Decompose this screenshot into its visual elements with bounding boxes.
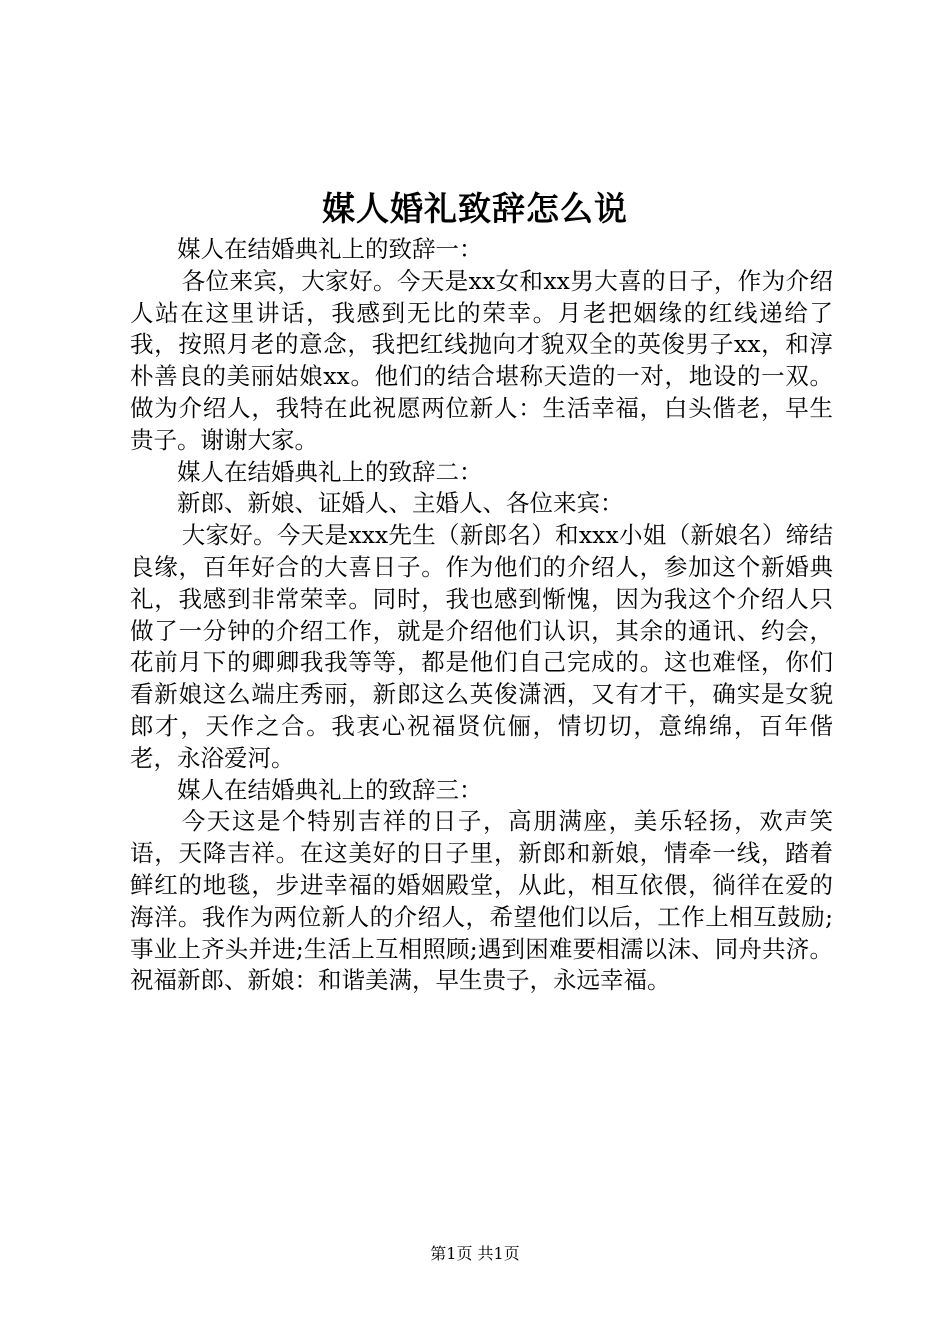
section-heading-3: 媒人在结婚典礼上的致辞三： (177, 775, 483, 804)
section-heading-1: 媒人在结婚典礼上的致辞一： (177, 235, 483, 263)
paragraph-speech-3: 今天这是个特别吉祥的日子，高朋满座，美乐轻扬，欢声笑语，天降吉祥。在这美好的日子里，新郎和新娘，情牵一线，踏着鲜红的地毯，步进幸福的婚姻殿堂，从此，相互依偎，徜徉在爱的海洋。我作为两位新人的介绍人，希望他们以后，工作上相互鼓励;事业上齐头并进;生活上互相照顾;遇到困难要相濡以沫、同舟共济。祝福新郎、新娘：和谐美满，早生贵子，永远幸福。 (130, 807, 833, 995)
section-heading-2: 媒人在结婚典礼上的致辞二： (177, 457, 483, 486)
page-number-footer: 第1页 共1页 (430, 1244, 520, 1263)
paragraph-speech-2: 大家好。今天是xxx先生（新郎名）和xxx小姐（新娘名）缔结良缘，百年好合的大喜日子。作为他们的介绍人，参加这个新婚典礼，我感到非常荣幸。同时，我也感到惭愧，因为我这个介绍人只做了一分钟的介绍工作，就是介绍他们认识，其余的通讯、约会，花前月下的卿卿我我等等，都是他们自己完成的。这也难怪，你们看新娘这么端庄秀丽，新郎这么英俊潇洒，又有才干，确实是女貌郎才，天作之合。我衷心祝福贤伉俪，情切切，意绵绵，百年偕老，永浴爱河。 (130, 521, 833, 772)
document-body (130, 234, 833, 997)
paragraph-greeting-2: 新郎、新娘、证婚人、主婚人、各位来宾： (177, 489, 624, 518)
paragraph-speech-1: 各位来宾，大家好。今天是xx女和xx男大喜的日子，作为介绍人站在这里讲话，我感到无比的荣幸。月老把姻缘的红线递给了我，按照月老的意念，我把红线抛向才貌双全的英俊男子xx，和淳朴善良的美丽姑娘xx。他们的结合堪称天造的一对，地设的一双。做为介绍人，我特在此祝愿两位新人：生活幸福，白头偕老，早生贵子。谢谢大家。 (130, 266, 833, 454)
document-title: 媒人婚礼致辞怎么说 (322, 189, 628, 228)
